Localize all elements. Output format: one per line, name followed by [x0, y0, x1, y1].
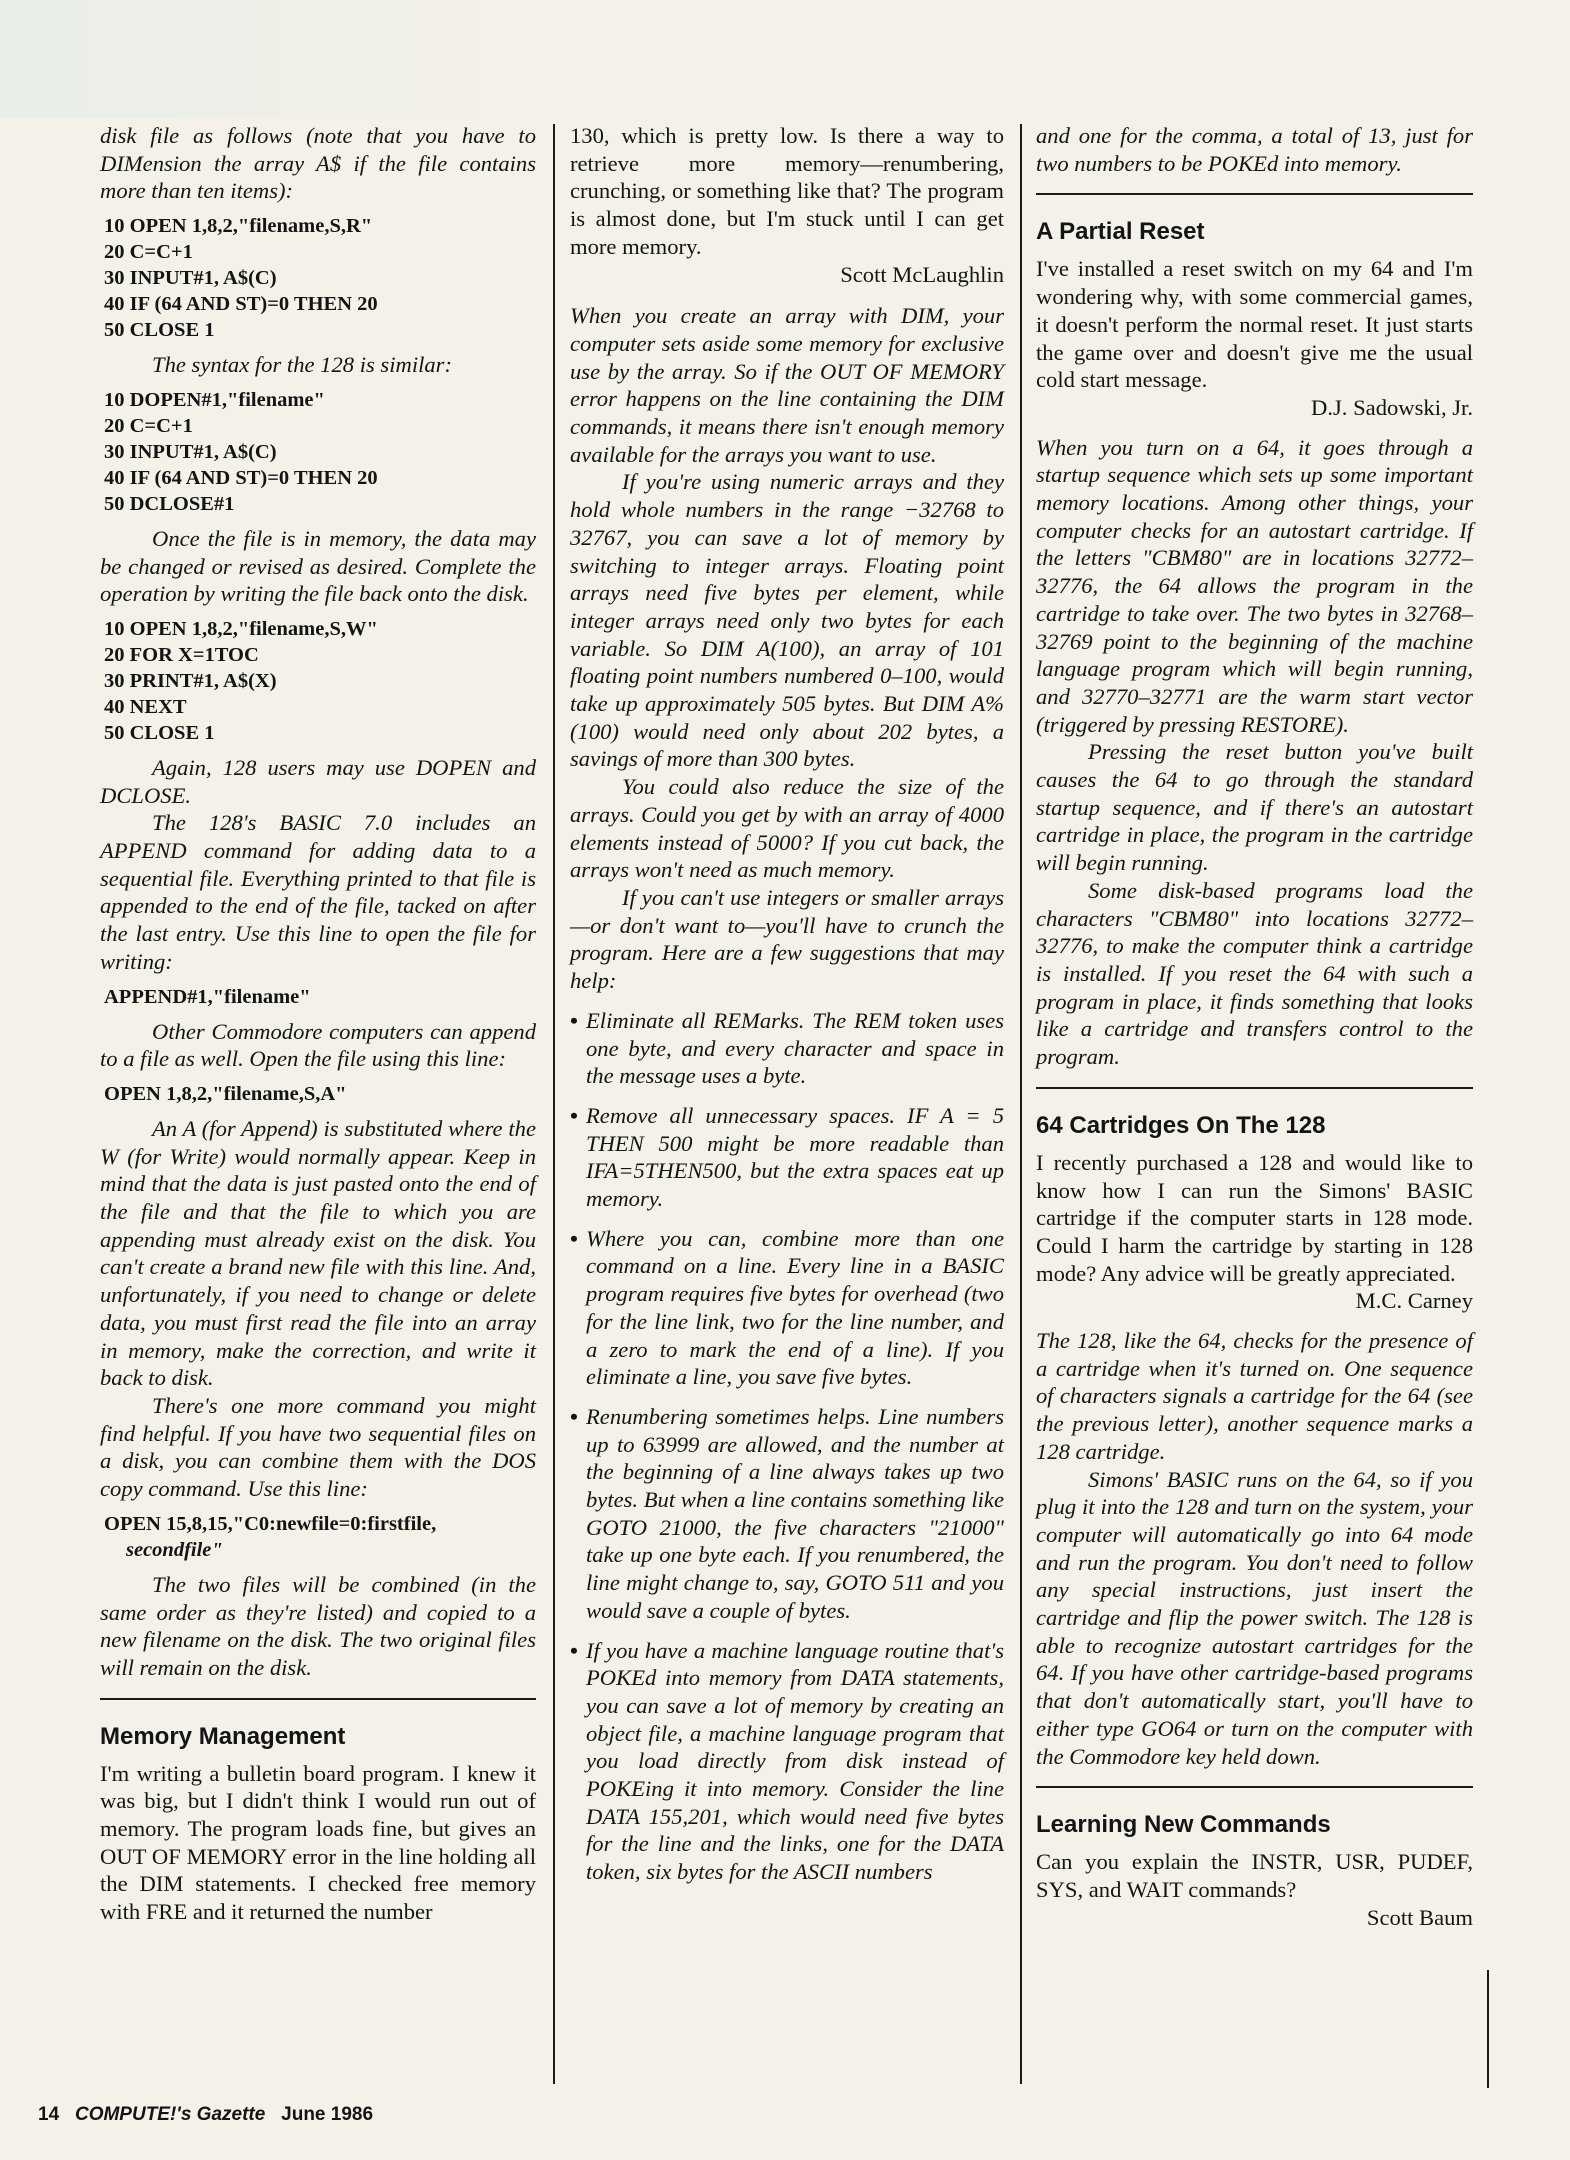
bullet-item [570, 1225, 1004, 1391]
code-line: 40 IF (64 AND ST)=0 THEN 20 [104, 466, 378, 489]
bullet-text: Where you can, combine more than one command on a line. Every line in a BASIC program requires five bytes for overhead (two for the line link, two for the line number, and a zero to mark the end of a line). If you eliminate a line, you save five bytes. [586, 1225, 1004, 1390]
bullet-item [570, 1007, 1004, 1090]
code-line: 40 IF (64 AND ST)=0 THEN 20 [104, 293, 378, 316]
section-divider [1036, 193, 1473, 195]
column-2 [570, 122, 1004, 1886]
code-line: 20 C=C+1 [104, 414, 193, 437]
code-listing [104, 213, 536, 343]
bullet-icon: • [570, 1637, 578, 1663]
paragraph: The two files will be combined (in the same order as they're listed) and copied to a new filename on the disk. The two original files will remain on the disk. [100, 1571, 536, 1680]
column-divider [1020, 124, 1022, 2084]
code-listing [104, 984, 536, 1010]
paragraph: When you turn on a 64, it goes through a startup sequence which sets up some important memory locations. Among other things, your computer checks for an autostart cartridge. If the letters "CBM80" are in locations 32772–32776, the 64 allows the program in the cartridge to take over. The two bytes in 32768–32769 point to the beginning of the machine language program which will begin running, and 32770–32771 are the warm start vector (triggered by pressing RESTORE). [1036, 434, 1473, 737]
reader-letter: I've installed a reset switch on my 64 and I'm wondering why, with some commercial games, it doesn't perform the normal reset. It just starts the game over and doesn't give me the usual cold start message. [1036, 256, 1473, 393]
code-line: 30 INPUT#1, A$(C) [104, 267, 277, 290]
bullet-item [570, 1102, 1004, 1213]
reader-letter: Can you explain the INSTR, USR, PUDEF, SYS, and WAIT commands? [1036, 1849, 1473, 1902]
paragraph: and one for the comma, a total of 13, just for two numbers to be POKEd into memory. [1036, 123, 1473, 176]
section-heading: Memory Management [100, 1722, 346, 1750]
reader-letter: I'm writing a bulletin board program. I knew it was big, but I didn't think I would run out of memory. The program loads fine, but gives an OUT OF MEMORY error in the line holding all the DIM statements. I checked free memory with FRE and it returned the number [100, 1760, 536, 1925]
code-line: 50 CLOSE 1 [104, 319, 215, 342]
paragraph: You could also reduce the size of the arrays. Could you get by with an array of 4000 elements instead of 5000? If you cut back, the arrays won't need as much memory. [570, 774, 1004, 883]
code-listing [104, 616, 536, 746]
bullet-icon: • [570, 1102, 578, 1128]
reader-letter: 130, which is pretty low. Is there a way to retrieve more memory—renumbering, crunching, or something like that? The program is almost done, but I'm stuck until I can get more memory. [570, 123, 1004, 259]
code-line: OPEN 1,8,2,"filename,S,A" [104, 1082, 347, 1105]
code-line: 30 PRINT#1, A$(X) [104, 669, 277, 692]
paragraph: The 128's BASIC 7.0 includes an APPEND command for adding data to a sequential file. Everything printed to that file is appended to the end of the file, tacked on after the last entry. Use this line to open the file for writing: [100, 810, 536, 974]
code-line: 20 C=C+1 [104, 241, 193, 264]
section-heading: A Partial Reset [1036, 218, 1205, 246]
paragraph: When you create an array with DIM, your computer sets aside some memory for exclusive use by the array. So if the OUT OF MEMORY error happens on the line containing the DIM commands, it means there isn't enough memory available for the arrays you want to use. [570, 303, 1004, 467]
code-line: APPEND#1,"filename" [104, 985, 311, 1008]
section-divider [100, 1698, 536, 1700]
page-number: 14 [38, 2104, 60, 2125]
code-line: 30 INPUT#1, A$(C) [104, 440, 277, 463]
code-line: OPEN 15,8,15,"C0:newfile=0:firstfile, [104, 1512, 437, 1535]
paragraph: Other Commodore computers can append to a file as well. Open the file using this line: [100, 1018, 536, 1072]
issue-date: June 1986 [281, 2104, 374, 2125]
section-heading: Learning New Commands [1036, 1811, 1331, 1839]
paragraph: There's one more command you might find helpful. If you have two sequential files on a disk, you can combine them with the DOS copy command. Use this line: [100, 1392, 536, 1502]
bullet-item [570, 1637, 1004, 1886]
section-heading: 64 Cartridges On The 128 [1036, 1111, 1326, 1139]
section-divider [1036, 1087, 1473, 1089]
letter-signature: Scott McLaughlin [840, 261, 1004, 287]
bullet-text: If you have a machine language routine that's POKEd into memory from DATA statements, you can save a lot of memory by creating an object file, a machine language program that you load directly from disk instead of POKEing it into memory. Consider the line DATA 155,201, which would need five bytes for the line and the links, one for the DATA token, six bytes for the ASCII numbers [586, 1637, 1004, 1885]
letter-signature: M.C. Carney [1355, 1288, 1473, 1314]
paragraph: The 128, like the 64, checks for the presence of a cartridge when it's turned on. One sequence of characters signals a cartridge for the 64 (see the previous letter), another sequence marks a 128 cartridge. [1036, 1328, 1473, 1464]
bullet-item [570, 1403, 1004, 1625]
code-line: secondfile" [126, 1538, 223, 1561]
bullet-icon: • [570, 1007, 578, 1033]
reader-letter: I recently purchased a 128 and would like to know how I can run the Simons' BASIC cartridge if the computer starts in 128 mode. Could I harm the cartridge by starting in 128 mode? Any advice will be greatly appreciated. [1036, 1149, 1473, 1286]
bullet-icon: • [570, 1225, 578, 1251]
paragraph: Again, 128 users may use DOPEN and DCLOSE. [100, 754, 536, 808]
code-listing [104, 1511, 536, 1563]
paragraph: disk file as follows (note that you have to DIMension the array A$ if the file contains more than ten items): [100, 123, 536, 204]
magazine-title: COMPUTE!'s Gazette [74, 2104, 266, 2125]
letter-signature: D.J. Sadowski, Jr. [1311, 394, 1473, 420]
column-3 [1036, 122, 1473, 1931]
code-line: 10 OPEN 1,8,2,"filename,S,W" [104, 617, 378, 640]
bullet-text: Remove all unnecessary spaces. IF A = 5 THEN 500 might be more readable than IFA=5THEN500, but the extra spaces eat up memory. [586, 1102, 1004, 1212]
section-divider [1036, 1786, 1473, 1788]
code-listing [104, 387, 536, 517]
page-footer [38, 2104, 373, 2126]
code-line: 10 OPEN 1,8,2,"filename,S,R" [104, 215, 373, 238]
code-line: 40 NEXT [104, 695, 187, 718]
column-1 [100, 122, 536, 1926]
bullet-icon: • [570, 1403, 578, 1429]
letter-signature: Scott Baum [1366, 1904, 1473, 1930]
column-divider [553, 124, 555, 2084]
paragraph: Some disk-based programs load the characters "CBM80" into locations 32772–32776, to make the computer think a cartridge is installed. If you reset the 64 with such a program in place, it finds something that looks like a cartridge and transfers control to the program. [1036, 877, 1473, 1070]
paragraph: An A (for Append) is substituted where the W (for Write) would normally appear. Keep in mind that the data is just pasted onto the end of the file and that the file to which you are appending must already exist on the disk. You can't create a brand new file with this line. And, unfortunately, if you need to change or delete data, you must first read the file into an array in memory, make the correction, and write it back to disk. [100, 1115, 536, 1391]
paragraph: If you can't use integers or smaller arrays—or don't want to—you'll have to crunch the program. Here are a few suggestions that may help: [570, 884, 1004, 994]
paragraph: If you're using numeric arrays and they hold whole numbers in the range −32768 to 32767, you can save a lot of memory by switching to integer arrays. Floating point arrays need five bytes per element, while integer arrays need only two bytes for each variable. So DIM A(100), an array of 101 floating point numbers numbered 0–100, would take up approximately 505 bytes. But DIM A%(100) would need only about 202 bytes, a savings of more than 300 bytes. [570, 469, 1004, 772]
code-line: 50 DCLOSE#1 [104, 492, 235, 515]
column-end-rule [1487, 1970, 1489, 2088]
paragraph: The syntax for the 128 is similar: [152, 352, 452, 378]
code-line: 50 CLOSE 1 [104, 721, 215, 744]
bullet-text: Eliminate all REMarks. The REM token uses one byte, and every character and space in the message uses a byte. [586, 1007, 1004, 1089]
code-line: 20 FOR X=1TOC [104, 643, 259, 666]
bullet-text: Renumbering sometimes helps. Line numbers up to 63999 are allowed, and the number at the beginning of a line always takes up two bytes. But when a line contains something like GOTO 21000, the five characters "21000" take up one byte each. If you renumbered, the line might change to, say, GOTO 511 and you would save a couple of bytes. [586, 1403, 1004, 1623]
top-banner-fade [0, 0, 1570, 118]
paragraph: Simons' BASIC runs on the 64, so if you plug it into the 128 and turn on the system, your computer will automatically go into 64 mode and run the program. You don't need to follow any special instructions, just insert the cartridge and flip the power switch. The 128 is able to recognize autostart cartridges for the 64. If you have other cartridge-based programs that don't automatically start, you'll have to either type GO64 or turn on the computer with the Commodore key held down. [1036, 1466, 1473, 1769]
code-line: 10 DOPEN#1,"filename" [104, 388, 325, 411]
code-listing [104, 1081, 536, 1107]
paragraph: Once the file is in memory, the data may be changed or revised as desired. Complete the operation by writing the file back onto the disk. [100, 525, 536, 607]
paragraph: Pressing the reset button you've built causes the 64 to go through the standard startup sequence, and if there's an autostart cartridge in place, the program in the cartridge will begin running. [1036, 739, 1473, 876]
